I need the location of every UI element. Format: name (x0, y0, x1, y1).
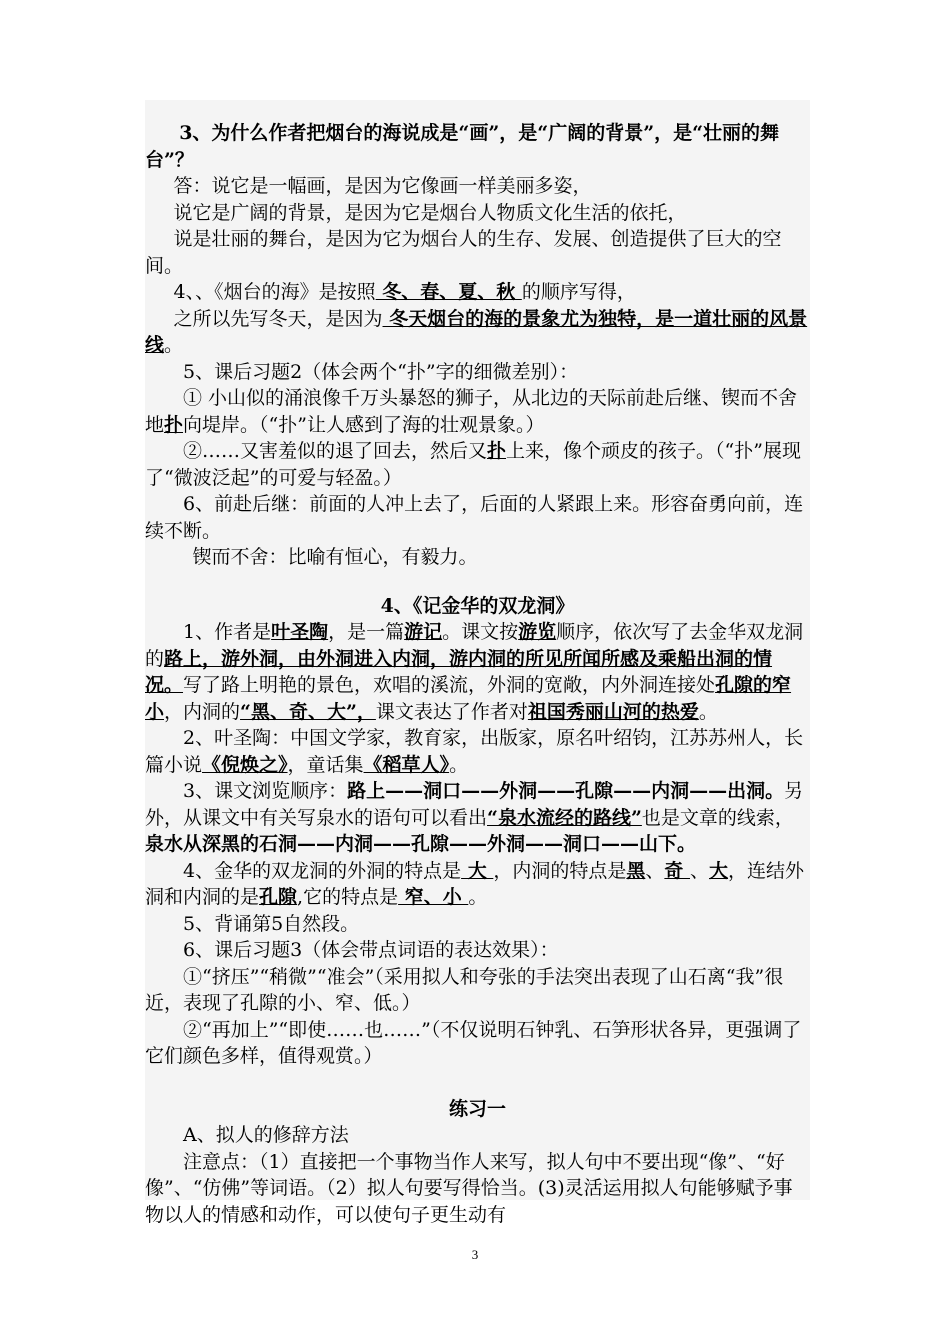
exercise-heading: 练习一 (448, 1097, 506, 1120)
q3-answer-1: 答：说它是一幅画，是因为它像画一样美丽多姿， (173, 175, 592, 197)
s2-p2: 2、叶圣陶：中国文学家，教育家，出版家，原名叶绍钧，江苏苏州人，长篇小说《倪焕之》，童话集《稻草人》。 (145, 727, 804, 776)
q3-answer-3: 说是壮丽的舞台，是因为它为烟台人的生存、发展、创造提供了巨大的空间。 (145, 228, 782, 277)
section-heading: 4、《记金华的双龙洞》 (380, 594, 575, 617)
s2-p5: 5、背诵第5自然段。 (183, 912, 360, 935)
page-number: 3 (471, 1247, 479, 1262)
q5-keyword-1: 扑 (164, 413, 184, 436)
q6-line-1: 6、前赴后继：前面的人冲上去了，后面的人紧跟上来。形容奋勇向前，连续不断。 (145, 493, 804, 542)
exercise-a: A、拟人的修辞方法 (183, 1124, 349, 1146)
s2-p6: 6、课后习题3（体会带点词语的表达效果）： (183, 939, 559, 961)
exercise-note: 注意点：（1）直接把一个事物当作人来写，拟人句中不要出现“像”、“好像”、“仿佛”等词语。（2）拟人句要写得恰当。(3)灵活运用拟人句能够赋予事物以人的情感和动作，可以使句子更生动有 (145, 1150, 793, 1226)
q4-line: 4、、《烟台的海》是按照 冬、春、夏、秋 的顺序写得， (173, 281, 636, 303)
q3-answer-2: 说它是广阔的背景，是因为它是烟台人物质文化生活的依托， (173, 201, 687, 224)
document-body (145, 120, 810, 1228)
s2-p6-item-2: ②“再加上”“即使……也……”（不仅说明石钟乳、石笋形状各异，更强调了它们颜色多样，值得观赏。） (145, 1018, 802, 1067)
q5-keyword-2: 扑 (487, 440, 507, 462)
s2-p6-item-1: ①“挤压”“稍微”“准会”（采用拟人和夸张的手法突出表现了山石离“我”很近，表现了孔隙的小、窄、低。） (145, 965, 784, 1014)
q6-line-2: 锲而不舍：比喻有恒心，有毅力。 (192, 546, 478, 568)
s2-p1: 1、作者是叶圣陶，是一篇游记。课文按游览顺序，依次写了去金华双龙洞的路上，游外洞，由外洞进入内洞，游内洞的所见所闻所感及乘船出洞的情况。写了路上明艳的景色，欢唱的溪流，外洞的宽敞，内外洞连接处孔隙的窄小，内洞的“黑、奇、大”，课文表达了作者对祖国秀丽山河的热爱。 (145, 621, 804, 723)
q4-reason-answer: 冬天烟台的海的景象尤为独特，是一道壮丽的风景线 (145, 307, 808, 356)
q4-season-order: 冬、春、夏、秋 (375, 281, 522, 303)
q4-reason: 之所以先写冬天，是因为 冬天烟台的海的景象尤为独特，是一道壮丽的风景线。 (145, 307, 808, 356)
s2-p3: 3、课文浏览顺序：路上——洞口——外洞——孔隙——内洞——出洞。另外，从课文中有关写泉水的语句可以看出“泉水流经的路线”也是文章的线索，泉水从深黑的石洞——内洞——孔隙——外洞——洞口——山下。 (145, 780, 804, 855)
q3-heading: 3、为什么作者把烟台的海说成是“画”，是“广阔的背景”，是“壮丽的舞台”？ (145, 122, 780, 171)
q5-sentence-1: ① 小山似的涌浪像千万头暴怒的狮子，从北边的天际前赴后继、锲而不舍地扑向堤岸。（“扑”让人感到了海的壮观景象。） (145, 387, 798, 436)
q5-heading: 5、课后习题2（体会两个“扑”字的细微差别）： (183, 360, 579, 383)
q5-sentence-2: ②……又害羞似的退了回去，然后又扑上来，像个顽皮的孩子。（“扑”展现了“微波泛起”的可爱与轻盈。） (145, 440, 801, 489)
s2-p4: 4、金华的双龙洞的外洞的特点是 大 ，内洞的特点是黑、奇 、大，连结外洞和内洞的是孔隙,它的特点是 窄、小 。 (145, 859, 805, 908)
